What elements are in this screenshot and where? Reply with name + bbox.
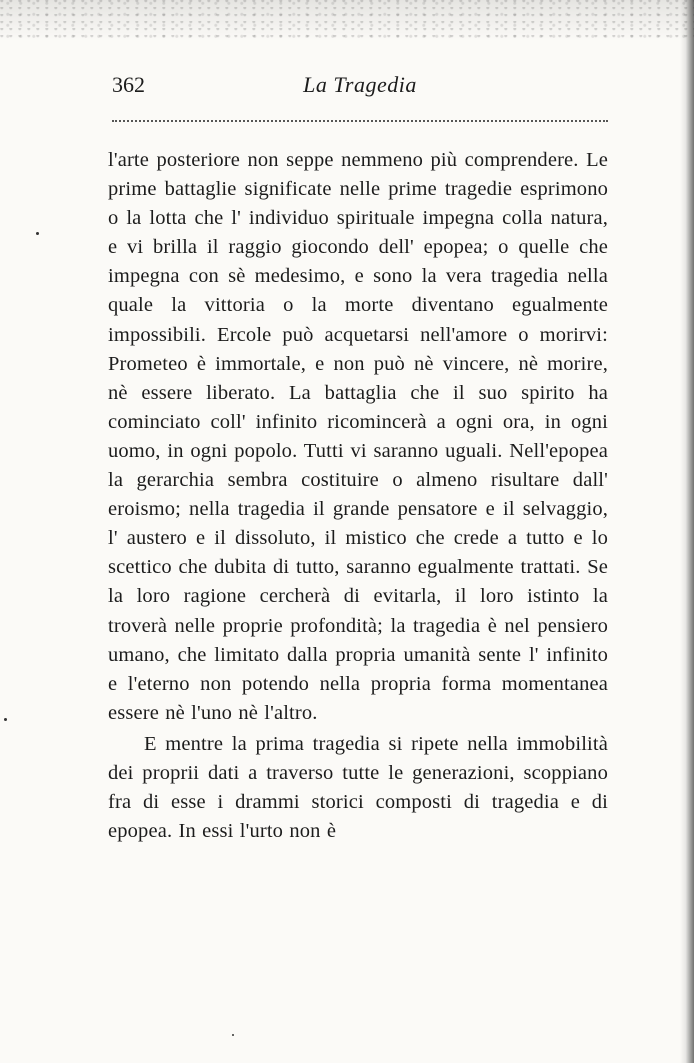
paragraph-1: l'arte posteriore non seppe nemmeno più comprendere. Le prime battaglie significate nelle prime tragedie esprimono o la lotta che l' individuo spirituale impegna colla natura, e vi brilla il raggio giocondo dell' epopea; o quelle che impegna con sè medesimo, e sono la vera tragedia nella quale la vittoria o la morte diventano egualmente impossibili. Ercole può acquetarsi nell'amore o morirvi: Prometeo è immortale, e non può nè vincere, nè morire, nè essere liberato. La battaglia che il suo spirito ha cominciato coll' infinito ricomincerà a ogni ora, in ogni uomo, in ogni popolo. Tutti vi saranno uguali. Nell'epopea la gerarchia sembra costituire o almeno risultare dall' eroismo; nella tragedia il grande pensatore e il selvaggio, l' austero e il dissoluto, il mistico che crede a tutto e lo scettico che dubita di tutto, saranno egualmente trattati. Se la loro ragione cercherà di evitarla, il loro istinto la troverà nelle proprie profondità; la tragedia è nel pensiero umano, che limitato dalla propria umanità sente l' infinito e l'eterno non potendo nella propria forma momentanea essere nè l'uno nè l'altro.	[108, 149, 608, 724]
running-head	[112, 72, 608, 106]
header-rule	[112, 120, 608, 122]
paragraph-2: E mentre la prima tragedia si ripete nella immobilità dei proprii dati a traverso tutte le generazioni, scoppiano fra di esse i drammi storici composti di tragedia e di epopea. In essi l'urto non è	[108, 732, 608, 843]
page-number: 362	[112, 72, 145, 97]
scan-speck	[4, 718, 7, 721]
scan-speck	[232, 1034, 234, 1036]
page-edge-right	[680, 0, 694, 1063]
running-title: La Tragedia	[303, 72, 417, 97]
body-text	[108, 146, 608, 846]
page-edge-top	[0, 0, 694, 42]
scan-speck	[36, 232, 39, 235]
